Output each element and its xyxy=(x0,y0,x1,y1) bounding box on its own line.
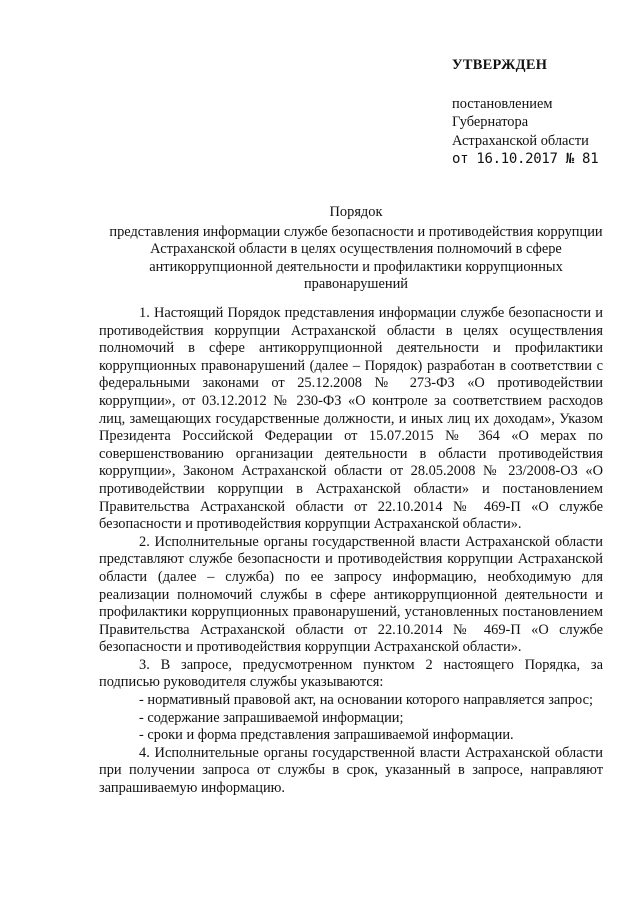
document-body xyxy=(99,305,603,798)
list-item-deadlines: - сроки и форма представления запрашиваемой информации. xyxy=(139,727,514,744)
approval-line-governor: Губернатора xyxy=(452,114,529,130)
paragraph-4: 4. Исполнительные органы государственной власти Астраханской области при получении запроса от службы в срок, указанный в запросе, направляют запрашиваемую информацию. xyxy=(99,744,603,797)
approval-block xyxy=(452,56,632,169)
document-title: Порядок xyxy=(329,204,383,220)
list-item-content: - содержание запрашиваемой информации; xyxy=(139,709,404,726)
paragraph-1: 1. Настоящий Порядок представления информации службе безопасности и противодействия коррупции Астраханской области в целях осуществления полномочий в сфере антикоррупционной деятельности и профилактики коррупционных правонарушений (далее – Порядок) разработан в соответствии с федеральными законами от 25.12.2008 № 273-ФЗ «О противодействии коррупции», от 03.12.2012 № 230-ФЗ «О контроле за соответствием расходов лиц, замещающих государственные должности, и иных лиц их доходам», Указом Президента Российской Федерации от 15.07.2015 № 364 «О мерах по совершенствованию организации деятельности в области противодействия коррупции», Законом Астраханской области от 28.05.2008 № 23/2008-ОЗ «О противодействии коррупции в Астраханской области» и постановлением Правительства Астраханской области от 22.10.2014 № 469-П «О службе безопасности и противодействия коррупции Астраханской области». xyxy=(99,305,603,533)
document-title-block xyxy=(108,204,604,294)
approval-date-number-stamp: от 16.10.2017 № 81 xyxy=(452,151,599,167)
approval-line-region: Астраханской области xyxy=(452,132,589,149)
paragraph-2: 2. Исполнительные органы государственной власти Астраханской области представляют службе безопасности и противодействия коррупции Астраханской области (далее – служба) по ее запросу информацию, необходимую для реализации полномочий службы в сфере антикоррупционной деятельности и профилактики коррупционных правонарушений, установленных постановлением Правительства Астраханской области от 22.10.2014 № 469-П «О службе безопасности и противодействия коррупции Астраханской области». xyxy=(99,533,603,656)
paragraph-3: 3. В запросе, предусмотренном пунктом 2 настоящего Порядка, за подписью руководителя службы указываются: xyxy=(99,656,603,691)
list-item-legal-act: - нормативный правовой акт, на основании которого направляется запрос; xyxy=(139,692,593,709)
approval-line-resolution: постановлением xyxy=(452,95,553,112)
document-subtitle: представления информации службе безопасности и противодействия коррупции Астраханской области в целях осуществления полномочий в сфере антикоррупционной деятельности и профилактики коррупционных правонарушений xyxy=(109,223,603,293)
approval-heading: УТВЕРЖДЕН xyxy=(452,57,548,73)
